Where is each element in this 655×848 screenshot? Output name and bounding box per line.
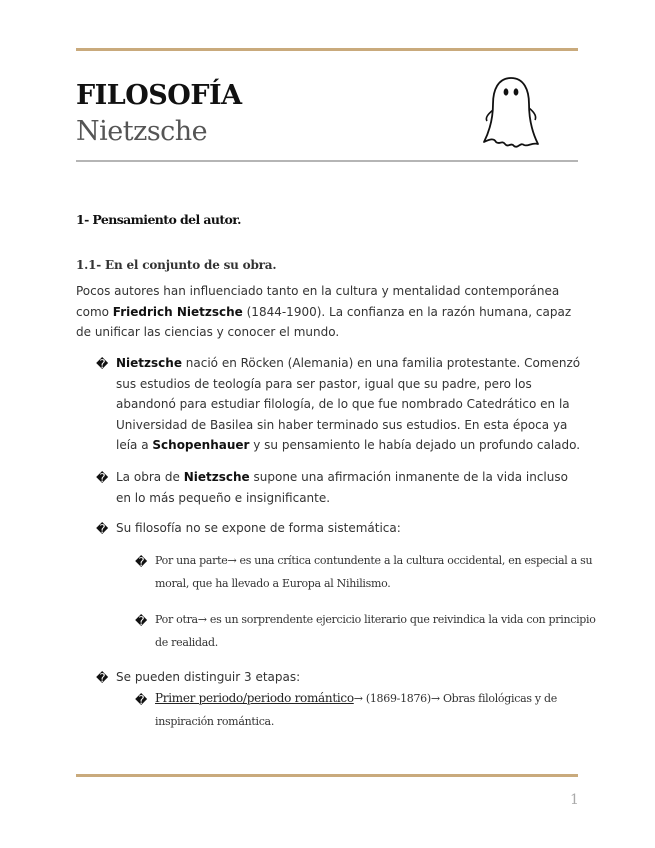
sub-bullet-glyph: � — [135, 614, 148, 628]
stage-label: Primer periodo/periodo romántico — [155, 691, 354, 705]
intro-line: de unificar las ciencias y conocer el mundo. — [76, 325, 340, 339]
bullet-glyph: � — [96, 671, 109, 685]
intro-paragraph — [76, 281, 571, 343]
sub-bullet-glyph: � — [135, 555, 148, 569]
bullet-glyph: � — [96, 357, 109, 371]
page-title: FILOSOFÍA — [76, 80, 242, 111]
bullet-glyph: � — [96, 522, 109, 536]
stage-item: Primer periodo/periodo romántico→ (1869-1876)→ Obras filológicas y de inspiración romántica. — [155, 691, 557, 728]
bullet-glyph: � — [96, 471, 109, 485]
stages-intro: Se pueden distinguir 3 etapas: — [116, 670, 301, 684]
sub-bullet-glyph: � — [135, 693, 148, 707]
sub-bullet-item: Por una parte→ es una crítica contundente a la cultura occidental, en especial a su moral, que ha llevado a Europa al Nihilismo. — [155, 554, 593, 590]
top-rule — [76, 48, 578, 51]
section-subheading: 1.1- En el conjunto de su obra. — [76, 258, 277, 272]
section-heading: 1- Pensamiento del autor. — [76, 212, 241, 227]
intro-line: Pocos autores han influenciado tanto en la cultura y mentalidad contemporánea — [76, 284, 560, 298]
footer-rule — [76, 774, 578, 777]
page-subtitle: Nietzsche — [76, 116, 208, 147]
header-divider — [76, 160, 578, 162]
ghost-icon — [478, 72, 544, 152]
bullet-item: Nietzsche nació en Röcken (Alemania) en una familia protestante. Comenzó sus estudios de teología para ser pastor, igual que su padre, pero los abandonó para estudiar filología, de lo que fue nombrado Catedrático en la Universidad de Basilea sin haber terminado sus estudios. En esta época ya leía a Schopenhauer y su pensamiento le había dejado un profundo calado. — [116, 356, 581, 452]
page-number: 1 — [570, 792, 579, 808]
intro-line: como Friedrich Nietzsche (1844-1900). La confianza en la razón humana, capaz — [76, 304, 572, 319]
sub-bullet-item: Por otra→ es un sorprendente ejercicio literario que reivindica la vida con principio de realidad. — [155, 613, 596, 649]
bullet-item: La obra de Nietzsche supone una afirmación inmanente de la vida incluso en lo más pequeño e insignificante. — [116, 470, 568, 505]
bullet-item: Su filosofía no se expone de forma sistemática: — [116, 521, 401, 535]
